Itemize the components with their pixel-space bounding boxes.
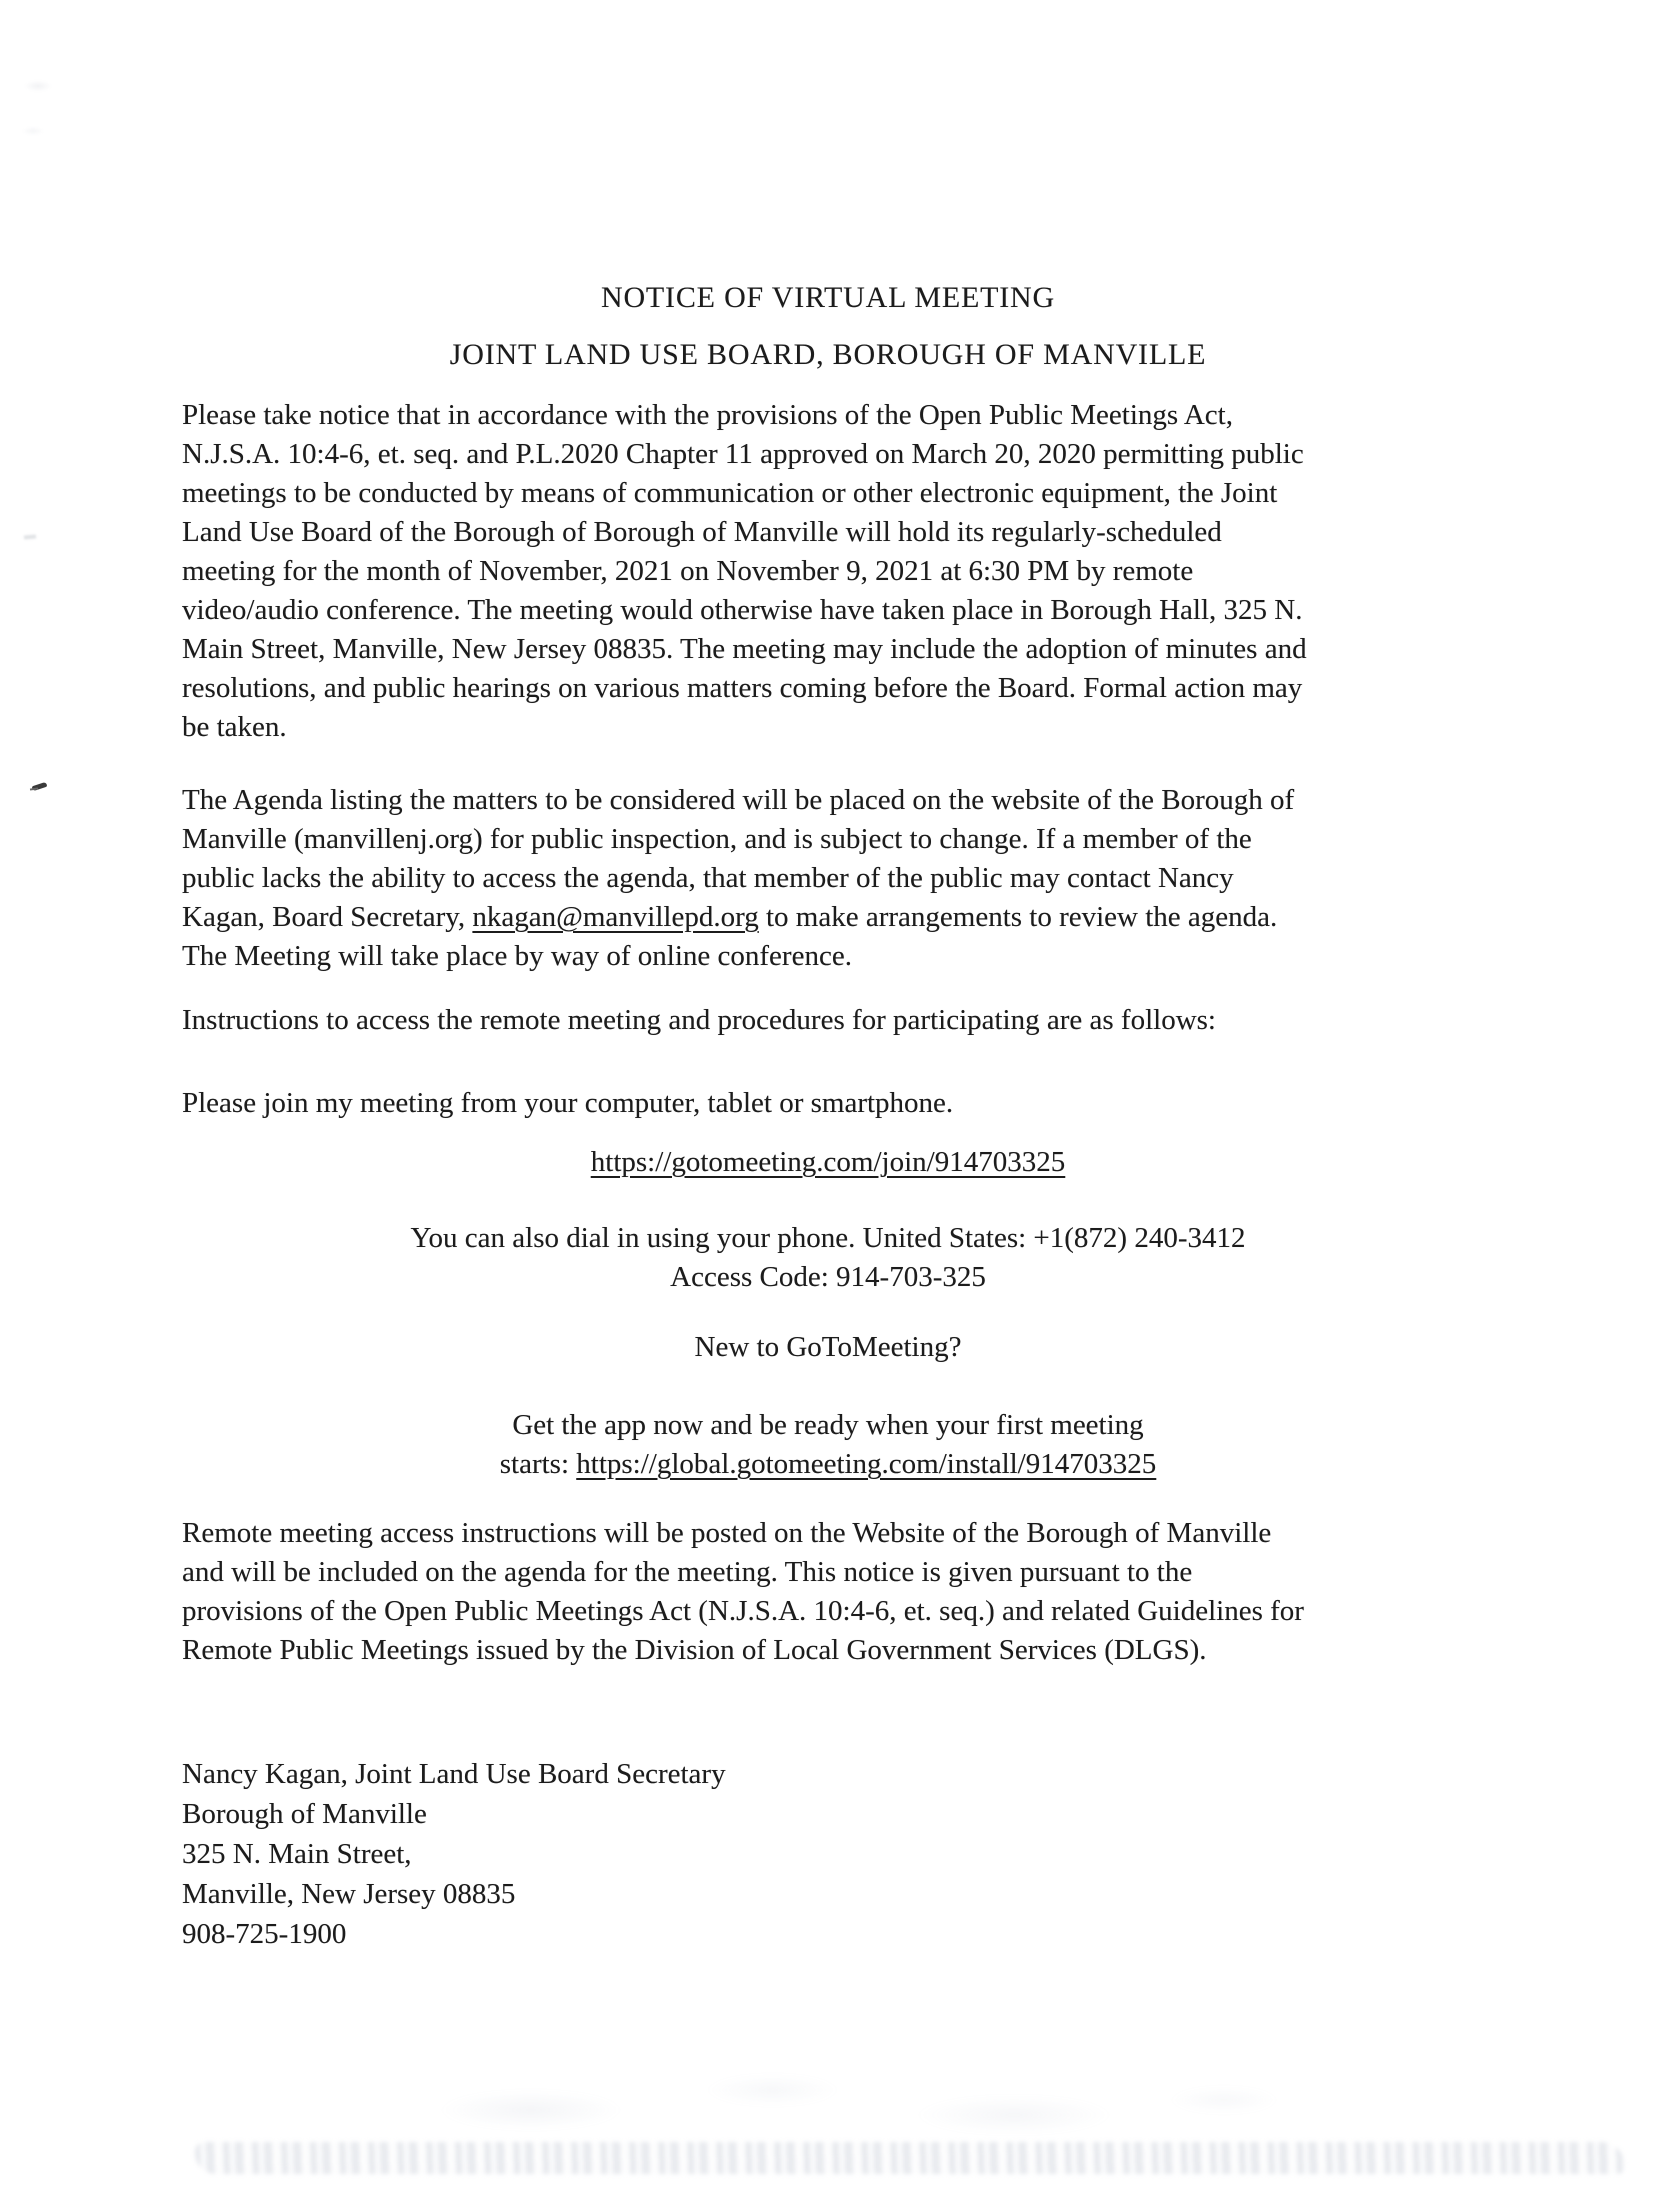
text-line: [182, 898, 1474, 937]
text-line: The Meeting will take place by way of online conference.: [182, 940, 852, 972]
app-install-line-2: [182, 1445, 1474, 1484]
scan-speck: [24, 534, 36, 539]
scan-corner-noise: [18, 68, 68, 158]
gotomeeting-prompt-line: New to GoToMeeting?: [694, 1331, 962, 1363]
notice-type-title: NOTICE OF VIRTUAL MEETING: [601, 281, 1055, 314]
signature-line: Borough of Manville: [182, 1798, 427, 1830]
text-segment: to make arrangements to review the agenda.: [758, 901, 1278, 933]
dial-in-info: [182, 1219, 1474, 1297]
text-segment: starts:: [499, 1448, 577, 1480]
scan-smudge: [300, 2045, 1350, 2145]
text-line: The Agenda listing the matters to be considered will be placed on the website of the Borough of: [182, 784, 1295, 816]
text-line: Remote Public Meetings issued by the Division of Local Government Services (DLGS).: [182, 1634, 1207, 1666]
intro-paragraph: [182, 396, 1474, 747]
install-link[interactable]: https://global.gotomeeting.com/install/914703325: [576, 1448, 1157, 1480]
text-line: N.J.S.A. 10:4-6, et. seq. and P.L.2020 Chapter 11 approved on March 20, 2020 permitting public: [182, 438, 1304, 470]
text-line: resolutions, and public hearings on various matters coming before the Board. Formal action may: [182, 672, 1303, 704]
app-install-line-1: Get the app now and be ready when your first meeting: [512, 1409, 1144, 1441]
text-line: video/audio conference. The meeting would otherwise have taken place in Borough Hall, 325 N.: [182, 594, 1303, 626]
join-instruction: [182, 1084, 1474, 1123]
text-line: Please take notice that in accordance with the provisions of the Open Public Meetings Act,: [182, 399, 1233, 431]
text-line: and will be included on the agenda for the meeting. This notice is given pursuant to the: [182, 1556, 1193, 1588]
text-line: provisions of the Open Public Meetings Act (N.J.S.A. 10:4-6, et. seq.) and related Guidelines for: [182, 1595, 1304, 1627]
instructions-lead: [182, 1001, 1474, 1040]
meeting-join-link[interactable]: https://gotomeeting.com/join/914703325: [590, 1146, 1066, 1178]
board-name-title: JOINT LAND USE BOARD, BOROUGH OF MANVILLE: [449, 338, 1207, 371]
text-line: Manville (manvillenj.org) for public inspection, and is subject to change. If a member of the: [182, 823, 1252, 855]
app-install-info: [182, 1406, 1474, 1484]
pen-mark-artifact: [30, 781, 50, 792]
text-segment: Kagan, Board Secretary,: [182, 901, 473, 933]
text-line: be taken.: [182, 711, 287, 743]
instructions-lead-line: Instructions to access the remote meeting and procedures for participating are as follows:: [182, 1004, 1216, 1036]
dial-in-line: You can also dial in using your phone. United States: +1(872) 240-3412: [410, 1222, 1246, 1254]
text-line: Land Use Board of the Borough of Borough of Manville will hold its regularly-scheduled: [182, 516, 1222, 548]
email-link[interactable]: nkagan@manvillepd.org: [472, 901, 759, 933]
signature-line: Manville, New Jersey 08835: [182, 1878, 516, 1910]
meeting-join-link-row: [182, 1143, 1474, 1182]
access-code-line: Access Code: 914-703-325: [670, 1261, 986, 1293]
text-line: Remote meeting access instructions will be posted on the Website of the Borough of Manville: [182, 1517, 1272, 1549]
text-line: public lacks the ability to access the agenda, that member of the public may contact Nancy: [182, 862, 1234, 894]
signature-block: [182, 1754, 1474, 1954]
posting-paragraph: [182, 1514, 1474, 1670]
signature-line: 325 N. Main Street,: [182, 1838, 412, 1870]
agenda-paragraph: [182, 781, 1474, 976]
gotomeeting-prompt: [182, 1328, 1474, 1367]
text-line: meetings to be conducted by means of communication or other electronic equipment, the Joint: [182, 477, 1278, 509]
join-instruction-line: Please join my meeting from your computer, tablet or smartphone.: [182, 1087, 954, 1119]
signature-line: 908-725-1900: [182, 1918, 347, 1950]
signature-line: Nancy Kagan, Joint Land Use Board Secretary: [182, 1758, 726, 1790]
text-line: Main Street, Manville, New Jersey 08835. The meeting may include the adoption of minutes and: [182, 633, 1307, 665]
text-line: meeting for the month of November, 2021 on November 9, 2021 at 6:30 PM by remote: [182, 555, 1194, 587]
scanner-noise-band: [195, 2142, 1625, 2174]
